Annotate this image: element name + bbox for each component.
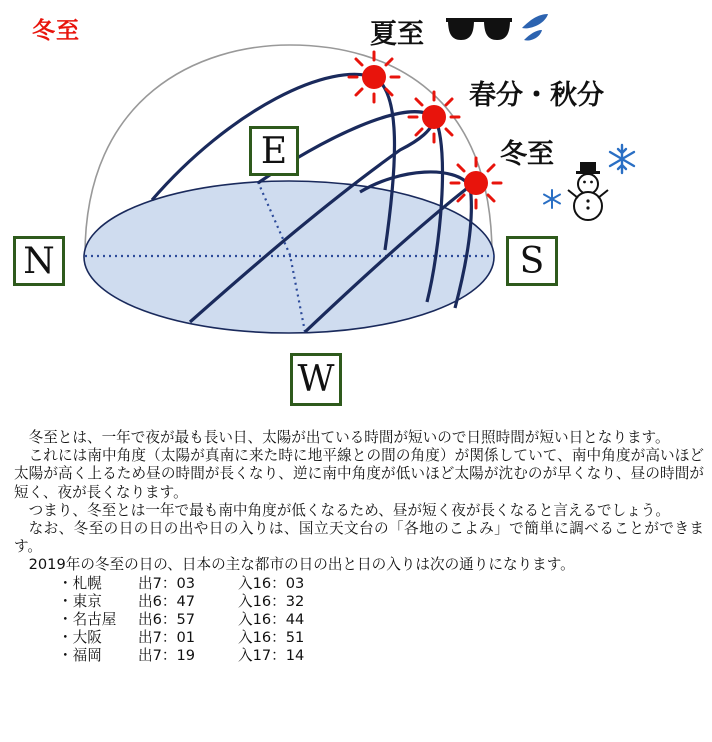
city-name: ・大阪 <box>58 629 102 647</box>
city-name: ・札幌 <box>58 574 102 592</box>
list-item <box>14 629 704 647</box>
snowman-icon <box>568 162 608 220</box>
sunrise-time: 出6：47 <box>138 592 196 610</box>
city-name: ・福岡 <box>58 647 102 665</box>
list-item <box>14 593 704 611</box>
list-item <box>14 575 704 593</box>
winter-solstice-label: 冬至 <box>500 139 554 170</box>
direction-west: W <box>290 353 342 406</box>
sun-icon <box>349 52 399 102</box>
direction-east: E <box>249 126 299 176</box>
sunrise-time: 出7：03 <box>138 574 196 592</box>
list-item <box>14 611 704 629</box>
direction-north: N <box>13 236 65 286</box>
sunrise-time: 出6：57 <box>138 611 196 628</box>
sun-icon <box>451 158 501 208</box>
paragraph: 2019年の冬至の日の、日本の主な都市の日の出と日の入りは次の通りになります。 <box>28 556 575 574</box>
page-title: 冬至 <box>32 18 80 44</box>
paragraph: 冬至とは、一年で夜が最も長い日、太陽が出ている時間が短いので日照時間が短い日となります。 <box>28 429 670 446</box>
paragraph: なお、冬至の日の日の出や日の入りは、国立天文台の「各地のこよみ」で簡単に調べることができます。 <box>14 520 704 556</box>
sunrise-time: 出7：19 <box>138 647 196 665</box>
sunset-time: 入16：44 <box>238 611 305 628</box>
paragraph: つまり、冬至とは一年で最も南中角度が低くなるため、昼が短く夜が長くなると言えるでしょう。 <box>28 501 670 519</box>
sun-icon <box>409 92 459 142</box>
paragraph: これには南中角度（太陽が真南に来た時に地平線との間の角度）が関係していて、南中角度が高いほど太陽が高く上るため昼の時間が長くなり、逆に南中角度が低いほど太陽が沈むのが早くなり、昼の時間が短く、夜が長くなります。 <box>14 447 704 501</box>
snowflake-icon <box>610 145 634 173</box>
sunrise-time: 出7：01 <box>138 629 196 647</box>
city-name: ・東京 <box>58 592 102 610</box>
sunset-time: 入16：32 <box>238 592 305 610</box>
sunset-time: 入17：14 <box>238 647 305 665</box>
direction-south: S <box>506 236 558 286</box>
explanation-text <box>14 429 704 666</box>
list-item <box>14 647 704 665</box>
city-list <box>14 575 704 666</box>
city-name: ・名古屋 <box>58 611 117 628</box>
sunset-time: 入16：51 <box>238 629 305 647</box>
snowflake-icon <box>544 190 560 208</box>
sweat-drop-icon <box>522 14 548 41</box>
summer-solstice-label: 夏至 <box>370 19 424 50</box>
sunset-time: 入16：03 <box>238 574 305 592</box>
sunglasses-icon <box>446 20 512 40</box>
equinox-label: 春分・秋分 <box>469 80 604 111</box>
